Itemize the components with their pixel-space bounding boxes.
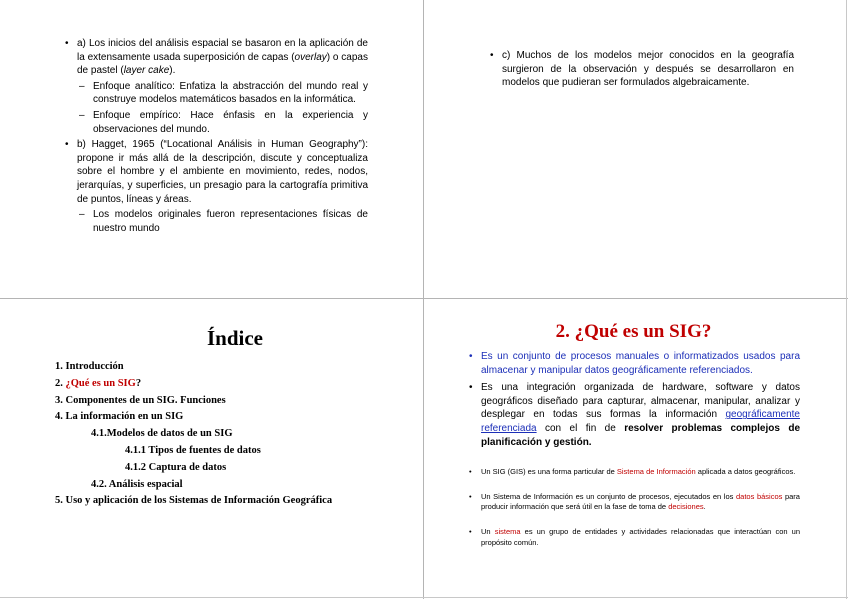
slide-2 [488, 49, 794, 90]
slide-4-what-is-sig [467, 320, 800, 548]
index-item: 4. La información en un SIG [55, 411, 184, 423]
horizontal-divider [0, 298, 848, 299]
index-title: Índice [206, 326, 263, 350]
bullet-item-b: • b) Hagget, 1965 (“Locational Análisis in Human Geography”): propone ir más allá de la descripción, discute y conceptualiza sobre el hombre y el ambiente en movimiento, redes, nodos, jerarquías, y superficies, un presagio para la cartografía primitiva de puntos, líneas y áreas. [63, 138, 368, 206]
index-item: 1. Introducción [55, 361, 124, 372]
index-item: 4.1.2 Captura de datos [125, 461, 227, 473]
index-highlight: ¿Qué es un SIG [65, 377, 136, 389]
index-item: 4.1.1 Tipos de fuentes de datos [125, 444, 261, 456]
sub-item-empirical: – Enfoque empírico: Hace énfasis en la experiencia y observaciones del mundo. [63, 109, 368, 136]
index-item: 5. Uso y aplicación de los Sistemas de Información Geográfica [55, 495, 333, 507]
bullet-item-c: • c) Muchos de los modelos mejor conocidos en la geografía surgieron de la observación y después se desarrollaron en modelos que pudieran ser formulados algebraicamente. [488, 49, 794, 90]
definition-bullet-2: • Es una integración organizada de hardware, software y datos geográficos diseñado para capturar, almacenar, manipular, analizar y desplegar en todas sus formas la información geográficamente referenciada con el fin de resolver problemas complejos de planificación y gestión. [467, 381, 800, 449]
definition-bullet-1: • Es un conjunto de procesos manuales o informatizados usados para almacenar y manipular datos geográficamente referenciados. [467, 350, 800, 377]
bullet-item-a: • a) Los inicios del análisis espacial se basaron en la aplicación de la extensamente usada superposición de capas (overlay) o capas de pastel (layer cake). [63, 37, 368, 78]
sub-item-analytic: – Enfoque analítico: Enfatiza la abstracción del mundo real y construye modelos matemáticos basados en la informática. [63, 80, 368, 107]
note-bullet-1: • Un SIG (GIS) es una forma particular de Sistema de Información aplicada a datos geográficos. [467, 467, 800, 478]
slide-3-index [55, 325, 415, 510]
right-edge [846, 0, 847, 599]
bottom-edge [0, 597, 848, 598]
note-bullet-3: • Un sistema es un grupo de entidades y actividades relacionadas que interactúan con un propósito común. [467, 527, 800, 548]
index-item: 4.1.Modelos de datos de un SIG [91, 428, 233, 440]
vertical-divider [423, 0, 424, 599]
sub-item-models: – Los modelos originales fueron representaciones físicas de nuestro mundo [63, 208, 368, 235]
index-item: 4.2. Análisis espacial [91, 478, 183, 490]
georef-link[interactable]: geográficamente referenciada [481, 409, 800, 434]
index-item: 3. Componentes de un SIG. Funciones [55, 394, 226, 406]
slide-title: 2. ¿Qué es un SIG? [555, 321, 712, 342]
slide-1 [63, 37, 368, 235]
index-item: 2. ¿Qué es un SIG? [55, 377, 142, 389]
note-bullet-2: • Un Sistema de Información es un conjunto de procesos, ejecutados en los datos básicos para producir información que será útil en la fase de toma de decisiones. [467, 492, 800, 513]
